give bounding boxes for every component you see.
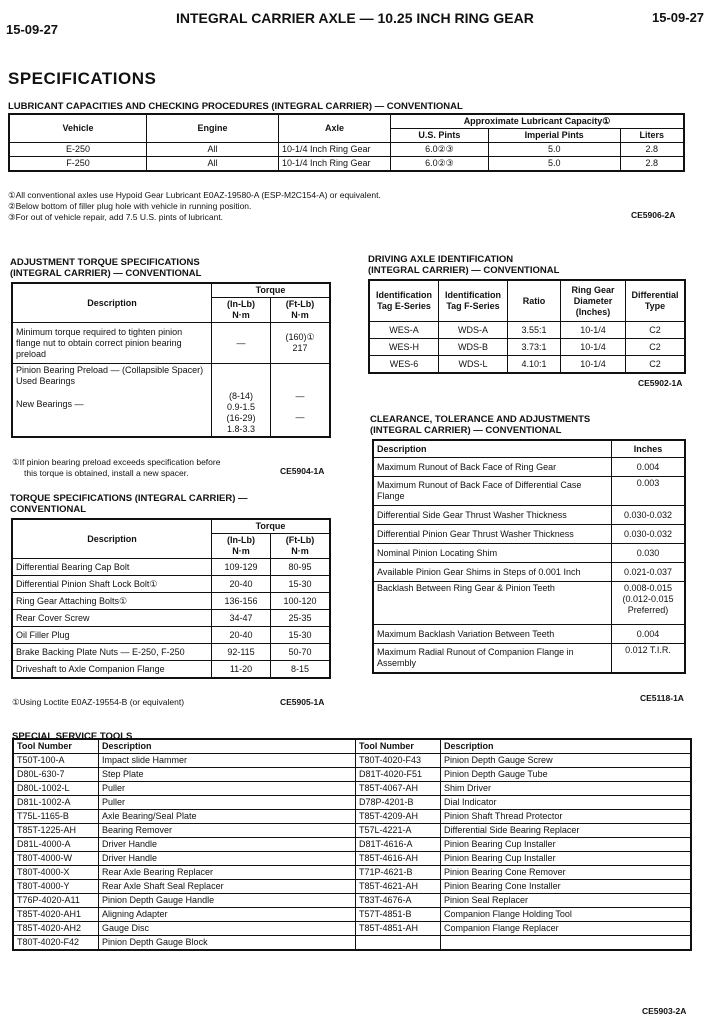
cell: WDS-B (439, 339, 508, 356)
table-row (12, 576, 330, 593)
cell: Rear Cover Screw (12, 610, 212, 627)
cell: 5.0 (488, 157, 620, 172)
col-description: Description (441, 739, 692, 754)
cell: Pinion Seal Replacer (441, 894, 692, 908)
col-ftlb (271, 298, 331, 323)
cell: Backlash Between Ring Gear & Pinion Teeth (373, 582, 612, 625)
table-row (373, 525, 685, 544)
cell: Differential Bearing Cap Bolt (12, 559, 212, 576)
col-tag-e: Identification Tag E-Series (369, 280, 439, 322)
cell: 109-129 (212, 559, 271, 576)
table-row (369, 322, 685, 339)
cell: T85T-4621-AH (356, 880, 441, 894)
col-torque: Torque (212, 519, 331, 534)
table-row (12, 627, 330, 644)
table-row (373, 506, 685, 525)
cell: D81T-4616-A (356, 838, 441, 852)
cell (441, 936, 692, 951)
cell: 8-15 (271, 661, 331, 679)
cell: 10-1/4 (561, 322, 626, 339)
cell: T85T-1225-AH (13, 824, 99, 838)
table-row (12, 661, 330, 679)
col-diameter: Ring Gear Diameter (Inches) (561, 280, 626, 322)
cell: Nominal Pinion Locating Shim (373, 544, 612, 563)
lubricant-notes (8, 190, 381, 223)
cell: Bearing Remover (99, 824, 356, 838)
cell: Brake Backing Plate Nuts — E-250, F-250 (12, 644, 212, 661)
col-ftlb (271, 534, 331, 559)
table-row (12, 610, 330, 627)
cell: Pinion Depth Gauge Block (99, 936, 356, 951)
cell: 15-30 (271, 627, 331, 644)
figure-code: CE5904-1A (280, 466, 325, 476)
cell: Puller (99, 782, 356, 796)
note: ①All conventional axles use Hypoid Gear Lubricant E0AZ-19580-A (ESP-M2C154-A) or equivalent. (8, 190, 381, 200)
figure-code: CE5905-1A (280, 697, 325, 707)
table-row (12, 593, 330, 610)
tools-title: SPECIAL SERVICE TOOLS (12, 731, 133, 742)
cell: F-250 (9, 157, 147, 172)
cell: Rear Axle Bearing Replacer (99, 866, 356, 880)
cell: T57T-4851-B (356, 908, 441, 922)
cell: Shim Driver (441, 782, 692, 796)
cell: 3.55:1 (508, 322, 561, 339)
cell: 20-40 (212, 576, 271, 593)
col-vehicle: Vehicle (9, 114, 147, 143)
col-inlb (212, 534, 271, 559)
cell: Companion Flange Replacer (441, 922, 692, 936)
col-tool-number: Tool Number (13, 739, 99, 754)
cell: Maximum Runout of Back Face of Differential Case Flange (373, 477, 612, 506)
cell: 5.0 (488, 143, 620, 157)
torque-specs-table (11, 518, 331, 679)
table-row (373, 458, 685, 477)
col-inlb (212, 298, 271, 323)
table-row (373, 625, 685, 644)
cell (356, 936, 441, 951)
cell: T57L-4221-A (356, 824, 441, 838)
cell: Dial Indicator (441, 796, 692, 810)
table-row (373, 544, 685, 563)
table-row (13, 824, 691, 838)
cell: — (212, 323, 271, 364)
col-tool-number: Tool Number (356, 739, 441, 754)
cell: 2.8 (620, 143, 684, 157)
cell: 92-115 (212, 644, 271, 661)
cell: 34-47 (212, 610, 271, 627)
cell: WES-H (369, 339, 439, 356)
clearance-title (370, 414, 590, 436)
cell: Driver Handle (99, 852, 356, 866)
cell: C2 (626, 356, 686, 374)
cell: 2.8 (620, 157, 684, 172)
cell: Maximum Runout of Back Face of Ring Gear (373, 458, 612, 477)
table-row (9, 157, 684, 172)
clearance-table (372, 439, 686, 674)
table-row (13, 838, 691, 852)
title-line: DRIVING AXLE IDENTIFICATION (368, 254, 514, 265)
cell: Pinion Bearing Cup Installer (441, 838, 692, 852)
table-row (9, 143, 684, 157)
col-description: Description (99, 739, 356, 754)
header-text: (In-Lb) (227, 299, 255, 309)
cell: Pinion Depth Gauge Screw (441, 754, 692, 768)
page-number-left: 15-09-27 (6, 22, 59, 37)
note: ①If pinion bearing preload exceeds specification before (12, 457, 221, 467)
table-row (13, 936, 691, 951)
cell: 136-156 (212, 593, 271, 610)
cell: Driver Handle (99, 838, 356, 852)
col-torque: Torque (212, 283, 331, 298)
torque-note: ①Using Loctite E0AZ-19554-B (or equivalent) (12, 697, 185, 707)
cell: T71P-4621-B (356, 866, 441, 880)
figure-code: CE5118-1A (640, 693, 684, 703)
value: — (295, 391, 305, 401)
table-row (12, 323, 330, 364)
col-type: Differential Type (626, 280, 686, 322)
title-line: (INTEGRAL CARRIER) — CONVENTIONAL (368, 265, 560, 276)
col-axle: Axle (279, 114, 391, 143)
lubricant-table (8, 113, 685, 172)
cell: 15-30 (271, 576, 331, 593)
col-engine: Engine (147, 114, 279, 143)
cell: Oil Filler Plug (12, 627, 212, 644)
title-line: (INTEGRAL CARRIER) — CONVENTIONAL (370, 425, 562, 436)
cell: Axle Bearing/Seal Plate (99, 810, 356, 824)
title-line: (INTEGRAL CARRIER) — CONVENTIONAL (10, 268, 202, 279)
note: this torque is obtained, install a new spacer. (24, 468, 189, 478)
cell (271, 323, 331, 364)
adjustment-torque-title (10, 257, 201, 279)
cell: 10-1/4 (561, 356, 626, 374)
value: (160)① (285, 332, 315, 342)
section-title: SPECIFICATIONS (8, 69, 157, 88)
cell: D81L-4000-A (13, 838, 99, 852)
cell: T50T-100-A (13, 754, 99, 768)
cell: Pinion Depth Gauge Handle (99, 894, 356, 908)
cell: Pinion Bearing Cup Installer (441, 852, 692, 866)
title-line: CLEARANCE, TOLERANCE AND ADJUSTMENTS (370, 414, 591, 425)
cell: Ring Gear Attaching Bolts① (12, 593, 212, 610)
header-unit: N·m (291, 310, 309, 320)
cell: Maximum Backlash Variation Between Teeth (373, 625, 612, 644)
col-tag-f: Identification Tag F-Series (439, 280, 508, 322)
table-row (13, 782, 691, 796)
cell: 6.0②③ (391, 157, 489, 172)
note: ③For out of vehicle repair, add 7.5 U.S. pints of lubricant. (8, 212, 224, 222)
table-row (13, 852, 691, 866)
table-row (13, 866, 691, 880)
cell: Differential Pinion Shaft Lock Bolt① (12, 576, 212, 593)
cell: 0.030 (612, 544, 686, 563)
col-description: Description (12, 283, 212, 323)
cell: Available Pinion Gear Shims in Steps of 0.001 Inch (373, 563, 612, 582)
table-row (369, 356, 685, 374)
cell: WDS-A (439, 322, 508, 339)
cell: T85T-4851-AH (356, 922, 441, 936)
cell: 0.012 T.I.R. (612, 644, 686, 674)
col-us-pints: U.S. Pints (391, 129, 489, 143)
header-text: (Ft-Lb) (285, 299, 315, 309)
cell: Differential Side Gear Thrust Washer Thickness (373, 506, 612, 525)
cell: T80T-4000-W (13, 852, 99, 866)
cell: 0.003 (612, 477, 686, 506)
cell: T80T-4000-X (13, 866, 99, 880)
cell: Minimum torque required to tighten pinion flange nut to obtain correct pinion bearing preload (12, 323, 212, 364)
table-row (13, 880, 691, 894)
value: 217 (292, 343, 308, 353)
table-row (373, 477, 685, 506)
header-unit: N·m (232, 310, 250, 320)
cell: Pinion Bearing Cone Installer (441, 880, 692, 894)
cell: WDS-L (439, 356, 508, 374)
cell: T83T-4676-A (356, 894, 441, 908)
cell: 3.73:1 (508, 339, 561, 356)
driving-axle-table (368, 279, 686, 374)
header-text: (In-Lb) (227, 535, 255, 545)
cell: Differential Side Bearing Replacer (441, 824, 692, 838)
torque-specs-title (10, 493, 248, 515)
cell: 10-1/4 Inch Ring Gear (279, 157, 391, 172)
cell: T85T-4067-AH (356, 782, 441, 796)
cell: Rear Axle Shaft Seal Replacer (99, 880, 356, 894)
cell: T80T-4000-Y (13, 880, 99, 894)
cell: All (147, 157, 279, 172)
table-row (13, 754, 691, 768)
line: New Bearings — (16, 399, 84, 409)
cell: 6.0②③ (391, 143, 489, 157)
figure-code: CE5903-2A (642, 1006, 687, 1016)
cell: 80-95 (271, 559, 331, 576)
cell: D80L-630-7 (13, 768, 99, 782)
cell (271, 364, 331, 438)
cell: Driveshaft to Axle Companion Flange (12, 661, 212, 679)
cell: 4.10:1 (508, 356, 561, 374)
table-row (373, 644, 685, 674)
cell: D78P-4201-B (356, 796, 441, 810)
cell (12, 364, 212, 438)
header-unit: N·m (232, 546, 250, 556)
table-row (13, 796, 691, 810)
cell: Puller (99, 796, 356, 810)
cell: 20-40 (212, 627, 271, 644)
col-ratio: Ratio (508, 280, 561, 322)
title-line: CONVENTIONAL (10, 504, 86, 515)
lubricant-table-title: LUBRICANT CAPACITIES AND CHECKING PROCEDURES (INTEGRAL CARRIER) — CONVENTIONAL (8, 101, 463, 112)
page-title: INTEGRAL CARRIER AXLE — 10.25 INCH RING GEAR (176, 10, 534, 26)
cell: 10-1/4 (561, 339, 626, 356)
cell: 25-35 (271, 610, 331, 627)
cell: Gauge Disc (99, 922, 356, 936)
table-row (12, 559, 330, 576)
table-row (12, 644, 330, 661)
cell: 100-120 (271, 593, 331, 610)
value: (8-14) (228, 391, 253, 401)
col-liters: Liters (620, 129, 684, 143)
table-row (373, 582, 685, 625)
value: 0.9-1.5 (226, 402, 256, 412)
cell: D81T-4020-F51 (356, 768, 441, 782)
cell: 50-70 (271, 644, 331, 661)
col-imperial-pints: Imperial Pints (488, 129, 620, 143)
cell: D80L-1002-L (13, 782, 99, 796)
table-row (369, 339, 685, 356)
cell: 0.004 (612, 458, 686, 477)
col-description: Description (373, 440, 612, 458)
table-row (13, 922, 691, 936)
adjustment-torque-table (11, 282, 331, 438)
cell: Pinion Bearing Cone Remover (441, 866, 692, 880)
cell: Pinion Depth Gauge Tube (441, 768, 692, 782)
cell: WES-6 (369, 356, 439, 374)
cell: 0.004 (612, 625, 686, 644)
cell: T85T-4209-AH (356, 810, 441, 824)
note: ②Below bottom of filler plug hole with vehicle in running position. (8, 201, 252, 211)
cell: Companion Flange Holding Tool (441, 908, 692, 922)
value: 1.8-3.3 (226, 424, 256, 434)
title-line: TORQUE SPECIFICATIONS (INTEGRAL CARRIER) — (10, 493, 248, 504)
table-row (373, 563, 685, 582)
cell: Pinion Shaft Thread Protector (441, 810, 692, 824)
cell: C2 (626, 339, 686, 356)
cell: E-250 (9, 143, 147, 157)
cell: T85T-4020-AH1 (13, 908, 99, 922)
table-row (12, 364, 330, 438)
cell (212, 364, 271, 438)
page-number-right: 15-09-27 (652, 10, 705, 25)
header-unit: N·m (291, 546, 309, 556)
value: (16-29) (226, 413, 256, 423)
figure-code: CE5902-1A (638, 378, 683, 388)
table-row (13, 768, 691, 782)
cell: T80T-4020-F42 (13, 936, 99, 951)
table-row (13, 810, 691, 824)
cell: Aligning Adapter (99, 908, 356, 922)
cell: 11-20 (212, 661, 271, 679)
cell: WES-A (369, 322, 439, 339)
cell: All (147, 143, 279, 157)
line: Used Bearings (16, 376, 76, 386)
cell: T75L-1165-B (13, 810, 99, 824)
line: Pinion Bearing Preload — (Collapsible Spacer) (16, 365, 204, 375)
adjustment-note (12, 457, 220, 479)
cell: Maximum Radial Runout of Companion Flange in Assembly (373, 644, 612, 674)
cell: T80T-4020-F43 (356, 754, 441, 768)
header-text: (Ft-Lb) (285, 535, 315, 545)
col-capacity: Approximate Lubricant Capacity① (391, 114, 685, 129)
cell: Impact slide Hammer (99, 754, 356, 768)
cell: Differential Pinion Gear Thrust Washer Thickness (373, 525, 612, 544)
value: — (295, 412, 305, 422)
col-description: Description (12, 519, 212, 559)
cell: 0.030-0.032 (612, 506, 686, 525)
cell: 0.008-0.015 (0.012-0.015 Preferred) (612, 582, 686, 625)
cell: 0.030-0.032 (612, 525, 686, 544)
cell: C2 (626, 322, 686, 339)
cell: T85T-4020-AH2 (13, 922, 99, 936)
driving-axle-title (368, 254, 559, 276)
table-row (13, 894, 691, 908)
title-line: ADJUSTMENT TORQUE SPECIFICATIONS (10, 257, 200, 268)
col-inches: Inches (612, 440, 686, 458)
cell: T85T-4616-AH (356, 852, 441, 866)
tools-table (12, 738, 692, 951)
cell: D81L-1002-A (13, 796, 99, 810)
cell: 10-1/4 Inch Ring Gear (279, 143, 391, 157)
cell: 0.021-0.037 (612, 563, 686, 582)
table-row (13, 908, 691, 922)
figure-code: CE5906-2A (631, 210, 676, 220)
cell: Step Plate (99, 768, 356, 782)
cell: T76P-4020-A11 (13, 894, 99, 908)
